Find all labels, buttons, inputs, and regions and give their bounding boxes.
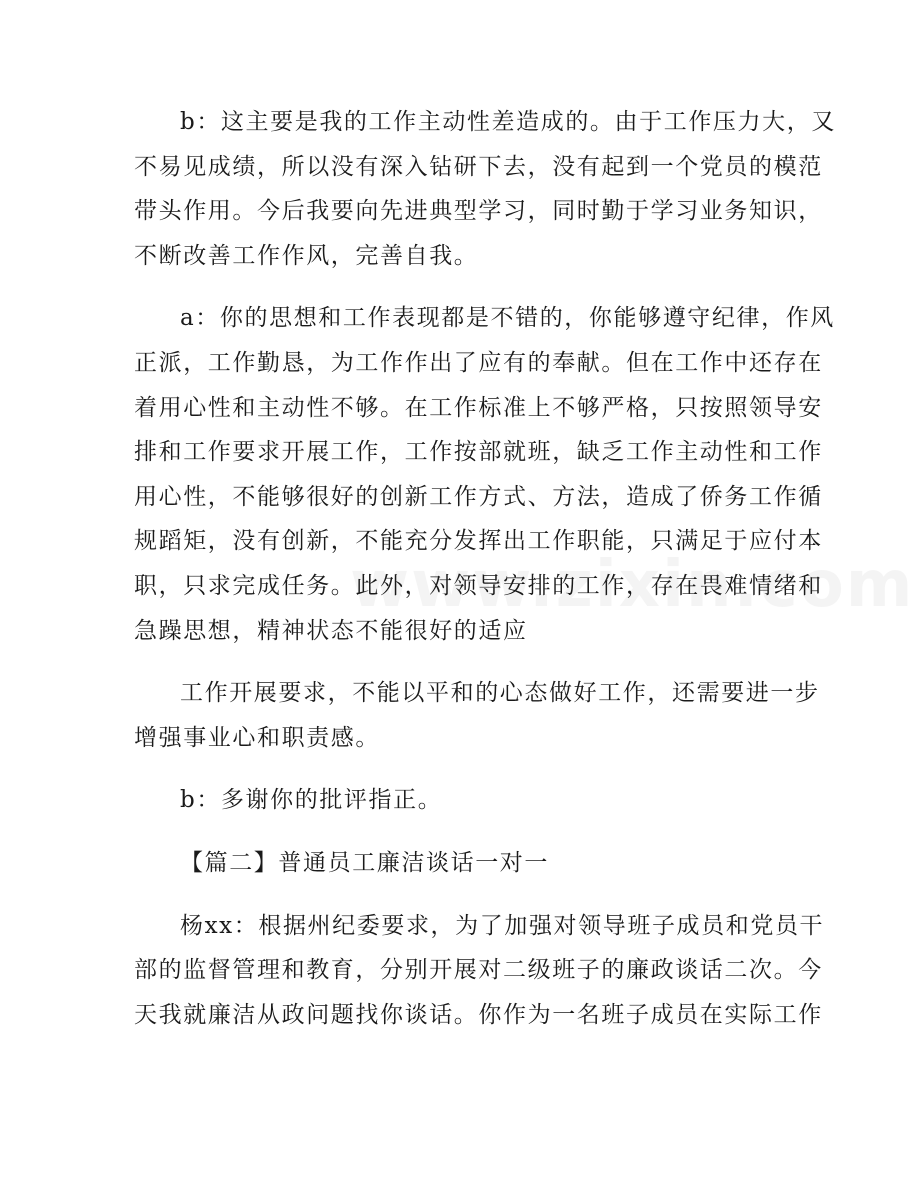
text-line: 排和工作要求开展工作，工作按部就班，缺乏工作主动性和工作 — [134, 439, 823, 466]
text-line: 部的监督管理和教育，分别开展对二级班子的廉政谈话二次。今 — [134, 957, 823, 984]
document-page — [134, 100, 836, 1055]
paragraph-a-comment — [134, 296, 835, 653]
text-line: 规蹈矩，没有创新，不能充分发挥出工作职能，只满足于应付本 — [134, 528, 823, 555]
text-line: 天我就廉洁从政问题找你谈话。你作为一名班子成员在实际工作 — [134, 1001, 823, 1028]
paragraph-b-thanks — [134, 778, 786, 823]
text-line: 不易见成绩，所以没有深入钻研下去，没有起到一个党员的模范 — [134, 153, 823, 180]
text-line: b：这主要是我的工作主动性差造成的。由于工作压力大，又 — [180, 109, 836, 135]
text-line: b：多谢你的批评指正。 — [180, 787, 443, 814]
paragraph-continuation — [134, 671, 820, 760]
text-line: 杨xx：根据州纪委要求，为了加强对领导班子成员和党员干 — [180, 912, 825, 939]
text-line: 增强事业心和职责感。 — [134, 724, 380, 751]
text-line: 正派，工作勤恳，为工作作出了应有的奉献。但在工作中还存在 — [134, 349, 823, 376]
text-line: 工作开展要求，不能以平和的心态做好工作，还需要进一步 — [180, 680, 820, 707]
text-line: a：你的思想和工作表现都是不错的，你能够遵守纪律，作风 — [180, 305, 835, 332]
text-line: 带头作用。今后我要向先进典型学习，同时勤于学习业务知识， — [134, 198, 823, 225]
text-line: 【篇二】普通员工廉洁谈话一对一 — [180, 849, 549, 876]
text-line: 急躁思想，精神状态不能很好的适应 — [134, 617, 528, 644]
text-line: 不断改善工作作风，完善自我。 — [134, 242, 479, 269]
text-line: 用心性，不能够很好的创新工作方式、方法，造成了侨务工作循 — [134, 483, 823, 510]
paragraph-yang-opening — [134, 904, 825, 1038]
text-line: 着用心性和主动性不够。在工作标准上不够严格，只按照领导安 — [134, 394, 823, 421]
text-line: 职，只求完成任务。此外，对领导安排的工作，存在畏难情绪和 — [134, 572, 823, 599]
section-heading — [134, 841, 786, 886]
paragraph-b-reply — [134, 100, 836, 278]
